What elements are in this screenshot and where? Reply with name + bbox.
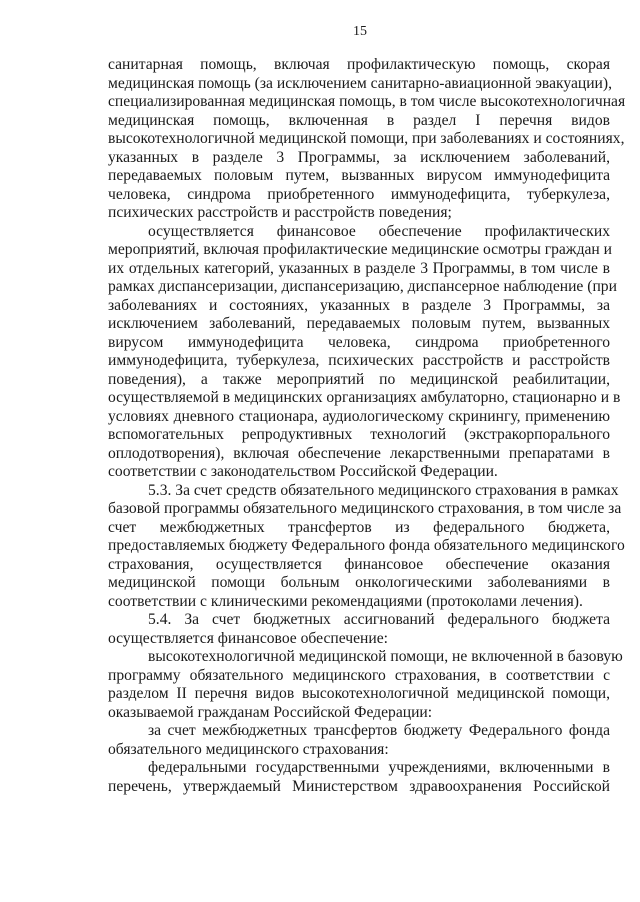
text-line: соответствии с законодательством Российской Федерации.	[108, 463, 498, 480]
text-line: счет межбюджетных трансфертов из федерального бюджета,	[108, 518, 610, 536]
text-line: высокотехнологичной медицинской помощи, при заболеваниях и состояниях,	[108, 130, 625, 147]
text-line: соответствии с клиническими рекомендациями (протоколами лечения).	[108, 592, 583, 610]
text-line: передаваемых половым путем, вызванных вирусом иммунодефицита	[108, 167, 610, 184]
text-line: обязательного медицинского страхования:	[108, 740, 389, 758]
paragraph	[108, 481, 625, 612]
text-line: мероприятий, включая профилактические медицинские осмотры граждан и	[108, 241, 613, 258]
paragraph	[108, 759, 610, 796]
text-line: осуществляемой в медицинских организациях амбулаторно, стационарно и в	[108, 389, 621, 406]
text-line: перечень, утверждаемый Министерством здравоохранения Российской	[108, 777, 610, 795]
text-line: поведения), а также мероприятий по медицинской реабилитации,	[108, 370, 610, 388]
text-line: федеральными государственными учреждениями, включенными в	[148, 759, 610, 776]
text-line: предоставляемых бюджету Федерального фонда обязательного медицинского	[108, 537, 625, 554]
paragraph	[108, 611, 610, 648]
text-line: иммунодефицита, туберкулеза, психических расстройств и расстройств	[108, 352, 610, 369]
text-line: человека, синдрома приобретенного иммунодефицита, туберкулеза,	[108, 185, 610, 203]
text-line: вирусом иммунодефицита человека, синдрома приобретенного	[108, 333, 610, 351]
text-line: оказываемой гражданам Российской Федерации:	[108, 703, 433, 721]
paragraph	[108, 56, 626, 223]
text-line: за счет межбюджетных трансфертов бюджету Федерального фонда	[148, 722, 610, 739]
page-number: 15	[353, 24, 367, 39]
text-line: высокотехнологичной медицинской помощи, не включенной в базовую	[148, 648, 623, 665]
text-line: оплодотворения), включая обеспечение лекарственными препаратами в	[108, 444, 610, 462]
text-line: рамках диспансеризации, диспансеризацию, диспансерное наблюдение (при	[108, 278, 617, 295]
text-line: условиях дневного стационара, аудиологическому скринингу, применению	[108, 407, 610, 425]
text-line: программу обязательного медицинского страхования, в соответствии с	[108, 666, 610, 684]
paragraph	[108, 222, 621, 482]
paragraph	[108, 722, 610, 759]
text-line: специализированная медицинская помощь, в том числе высокотехнологичная	[108, 93, 626, 110]
text-line: их отдельных категорий, указанных в разделе 3 Программы, в том числе в	[108, 259, 610, 277]
text-line: базовой программы обязательного медицинского страхования, в том числе за	[108, 500, 622, 517]
text-line: медицинская помощь, включенная в раздел I перечня видов	[108, 111, 610, 129]
text-line: указанных в разделе 3 Программы, за исключением заболеваний,	[108, 148, 610, 166]
text-line: осуществляется финансовое обеспечение:	[108, 629, 388, 647]
text-line: осуществляется финансовое обеспечение профилактических	[148, 222, 610, 240]
text-line: разделом II перечня видов высокотехнологичной медицинской помощи,	[108, 685, 610, 702]
text-line: вспомогательных репродуктивных технологий (экстракорпорального	[108, 426, 610, 443]
text-line: психических расстройств и расстройств поведения;	[108, 204, 452, 221]
text-line: 5.4. За счет бюджетных ассигнований федерального бюджета	[148, 611, 610, 628]
text-line: медицинской помощи больным онкологическими заболеваниями в	[108, 574, 610, 591]
text-line: 5.3. За счет средств обязательного медицинского страхования в рамках	[148, 481, 619, 499]
text-line: исключением заболеваний, передаваемых половым путем, вызванных	[108, 315, 610, 332]
text-line: медицинская помощь (за исключением санитарно-авиационной эвакуации),	[108, 74, 612, 92]
document-body	[108, 56, 626, 796]
text-line: санитарная помощь, включая профилактическую помощь, скорая	[108, 56, 610, 73]
text-line: заболеваниях и состояниях, указанных в разделе 3 Программы, за	[108, 296, 610, 314]
paragraph	[108, 648, 623, 722]
text-line: страхования, осуществляется финансовое обеспечение оказания	[108, 555, 610, 573]
